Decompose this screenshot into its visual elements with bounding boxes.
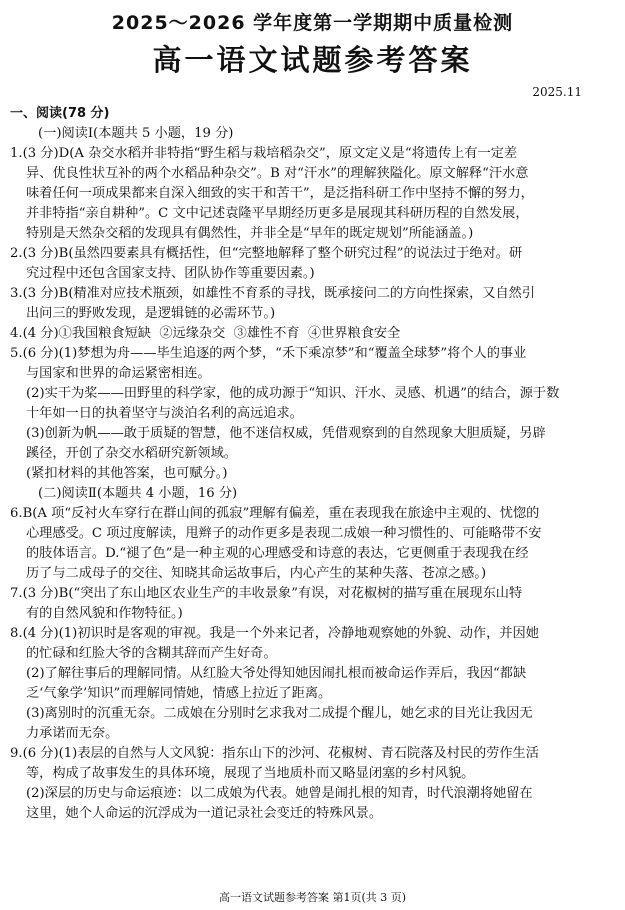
answer-line: 2.(3 分)B(虽然四要素具有概括性，但“完整地解释了整个研究过程”的说法过于绝对。研 <box>10 246 523 261</box>
answer-line: 4.(4 分)①我国粮食短缺 ②远缘杂交 ③雄性不育 ④世界粮食安全 <box>10 326 401 341</box>
answer-line: 与国家和世界的命运紧密相连。 <box>26 366 211 381</box>
answer-line: (2)深层的历史与命运痕迹：以二成娘为代表。她曾是闹扎根的知青，时代浪潮将她留在 <box>26 786 533 801</box>
answer-line: 9.(6 分)(1)表层的自然与人文风貌：指东山下的沙河、花椒树、青石院落及村民的劳作生活 <box>10 746 539 761</box>
exam-date: 2025.11 <box>532 85 582 99</box>
answer-line: (3)离别时的沉重无奈。二成娘在分别时乞求我对二成提个醒儿，她乞求的目光让我因无 <box>26 706 533 721</box>
answer-line: 异、优良性状互补的两个水稻品种杂交”。B 对“汗水”的理解狭隘化。原文解释“汗水意 <box>26 166 529 181</box>
subsection-heading: (一)阅读Ⅰ(本题共 5 小题，19 分) <box>38 126 234 141</box>
answer-line: 历了与二成母子的交往、知晓其命运故事后，内心产生的某种失落、苍凉之感。) <box>26 566 487 581</box>
answer-line: 出问三的野败发现，是逻辑链的必需环节。) <box>26 306 276 321</box>
answer-line: 味着任何一项成果都来自深入细致的实干和苦干”，是泛指科研工作中坚持不懈的努力， <box>26 186 534 201</box>
answer-line: 力承诺而无奈。 <box>26 726 119 741</box>
answer-line: 等，构成了故事发生的具体环境，展现了当地质朴而又略显闭塞的乡村风貌。 <box>26 766 475 781</box>
answer-line: 究过程中还包含国家支持、团队协作等重要因素。) <box>26 266 315 281</box>
answer-line: 1.(3 分)D(A 杂交水稻并非特指“野生稻与栽培稻杂交”，原文定义是“将遗传上有一定差 <box>10 146 518 161</box>
answer-line: 这里，她个人命运的沉浮成为一道记录社会变迁的特殊风景。 <box>26 806 383 821</box>
answer-line: 6.B(A 项“反衬火车穿行在群山间的孤寂”理解有偏差，重在表现我在旅途中主观的、忧惚的 <box>10 506 540 521</box>
answer-line: (3)创新为帆——敢于质疑的智慧，他不迷信权威，凭借观察到的自然现象大胆质疑，另辟 <box>26 426 546 441</box>
answer-line: 蹊径，开创了杂交水稻研究新领域。 <box>26 446 237 461</box>
answer-line: 5.(6 分)(1)梦想为舟——毕生追逐的两个梦，“禾下乘凉梦”和“覆盖全球梦”将个人的事业 <box>10 346 527 361</box>
answer-line: 8.(4 分)(1)初识时是客观的审视。我是一个外来记者，冷静地观察她的外貌、动作，并因她 <box>10 626 539 641</box>
answer-line: 的肢体语言。D.“褪了色”是一种主观的心理感受和诗意的表达，它更侧重于表现我在经 <box>26 546 529 561</box>
subsection-heading: (二)阅读Ⅱ(本题共 4 小题，16 分) <box>38 486 238 501</box>
section-heading: 一、阅读(78 分) <box>10 106 110 121</box>
answer-line: 心理感受。C 项过度解读，甩辫子的动作更多是表现二成娘一种习惯性的、可能略带不安 <box>26 526 542 541</box>
answer-line: (紧扣材料的其他答案，也可赋分。) <box>26 466 228 481</box>
answer-line: 的忙碌和红脸大爷的含糊其辞而产生好奇。 <box>26 646 277 661</box>
answer-line: 乏‘气象学’知识”而理解同情她，情感上拉近了距离。 <box>26 686 332 701</box>
answer-line: 并非特指“亲自耕种”。C 文中记述袁隆平早期经历更多是展现其科研历程的自然发展， <box>26 206 529 221</box>
answer-line: (2)了解往事后的理解同情。从红脸大爷处得知她因闹扎根而被命运作弄后，我因“都缺 <box>26 666 527 681</box>
page-footer: 高一语文试题参考答案 第1页(共 3 页) <box>218 891 407 904</box>
answer-line: 十年如一日的执着坚守与淡泊名利的高远追求。 <box>26 406 303 421</box>
answer-line: (2)实干为桨——田野里的科学家，他的成功源于“知识、汗水、灵感、机遇”的结合，源于数 <box>26 386 560 401</box>
answer-content <box>10 104 614 824</box>
answer-line: 3.(3 分)B(精准对应技术瓶颈，如雄性不育系的寻找，既承接问二的方向性探索，又自然引 <box>10 286 536 301</box>
page-title: 高一语文试题参考答案 <box>152 43 473 77</box>
answer-line: 有的自然风貌和作物特征。) <box>26 606 183 621</box>
answer-line: 7.(3 分)B(“突出了东山地区农业生产的丰收景象”有误，对花椒树的描写重在展现东山特 <box>10 586 523 601</box>
answer-line: 特别是天然杂交稻的发现具有偶然性，并非全是“早年的既定规划”所能涵盖。) <box>26 226 474 241</box>
exam-header-title: 2025～2026 学年度第一学期期中质量检测 <box>111 12 514 34</box>
